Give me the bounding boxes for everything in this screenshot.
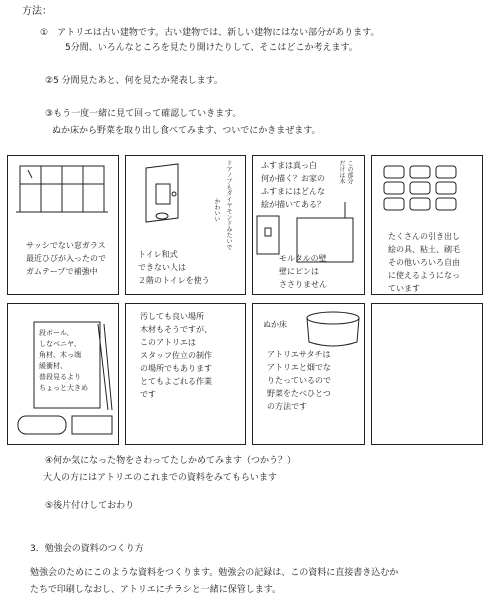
section-3-para-1: 勉強会のためにこのような資料をつくります。勉強会の記録は、この資料に直接書き込むか xyxy=(30,568,399,578)
method-heading: 方法： xyxy=(22,6,52,17)
cell-toilet xyxy=(125,155,246,295)
step-4-line-1: ④何か気になった物をさわってたしかめてみます（つかう？） xyxy=(45,456,296,466)
section-3-heading: 3．勉強会の資料のつくり方 xyxy=(30,544,144,554)
cell-window-text: サッシでない窓ガラス 最近ひびが入ったので ガムテープで補強中 xyxy=(26,241,106,276)
step-1-line-2: 5分間、いろんなところを見たり開けたりして、そこはどこか考えます。 xyxy=(65,43,358,53)
section-3-para-2: たちで印刷しなおし、アトリエにチラシと一緒に保管します。 xyxy=(30,585,282,595)
cell-materials xyxy=(7,303,119,445)
cell-window xyxy=(7,155,119,295)
cell-nukadoko xyxy=(252,303,365,445)
nukadoko-title: ぬか床 xyxy=(263,320,287,329)
cell-fusuma-text-bottom: モルタルの壁 壁にピンは ささりません xyxy=(279,254,327,289)
cell-empty xyxy=(371,303,483,445)
cell-drawers-text: たくさんの引き出し 絵の具、粘土、刷毛 その他いろいろ自由 に使えるようになっ ています xyxy=(388,232,460,293)
cell-fusuma xyxy=(252,155,365,295)
step-2: ②5 分間見たあと、何を見たか発表します。 xyxy=(45,76,223,86)
cell-messy-place-text: 汚しても良い場所 木材もそうですが、 このアトリエは スタッフ佐立の制作 の場所でもあります とてもよごれる作業 です xyxy=(140,312,212,399)
doorknob-note-2: かわいい xyxy=(213,198,220,222)
step-3-line-1: ③もう一度一緒に見て回って確認していきます。 xyxy=(45,109,242,119)
step-3-line-2: ぬか床から野菜を取り出し食べてみます、ついでにかきまぜます。 xyxy=(52,126,321,136)
step-1-line-1: ① アトリエは古い建物です。古い建物では、新しい建物にはない部分があります。 xyxy=(40,28,380,38)
cell-fusuma-text-top: ふすまは真っ白 何か描く？お家の ふすまにはどんな 絵が描いてある？ xyxy=(261,161,325,209)
cell-messy-place xyxy=(125,303,246,445)
step-4-line-2: 大人の方にはアトリエのこれまでの資料をみてもらいます xyxy=(43,473,277,483)
wood-part-note: この部分 だけは木 xyxy=(338,160,353,184)
step-5: ⑤後片付けしておわり xyxy=(45,501,135,511)
materials-label: 段ボール、 しなベニヤ、 角材、木っ端 緩衝材、 普段見るより ちょっと大きめ xyxy=(39,329,88,392)
cell-nukadoko-text: アトリエサタチは アトリエと畑でな りたっているので 野菜をたべひとつ の方法です xyxy=(267,350,331,411)
cell-drawers xyxy=(371,155,483,295)
cell-toilet-text: トイレ和式 できない人は ２階のトイレを使う xyxy=(138,250,210,285)
doorknob-note: ドアノブもダイヤモンドみたいで xyxy=(225,160,232,250)
